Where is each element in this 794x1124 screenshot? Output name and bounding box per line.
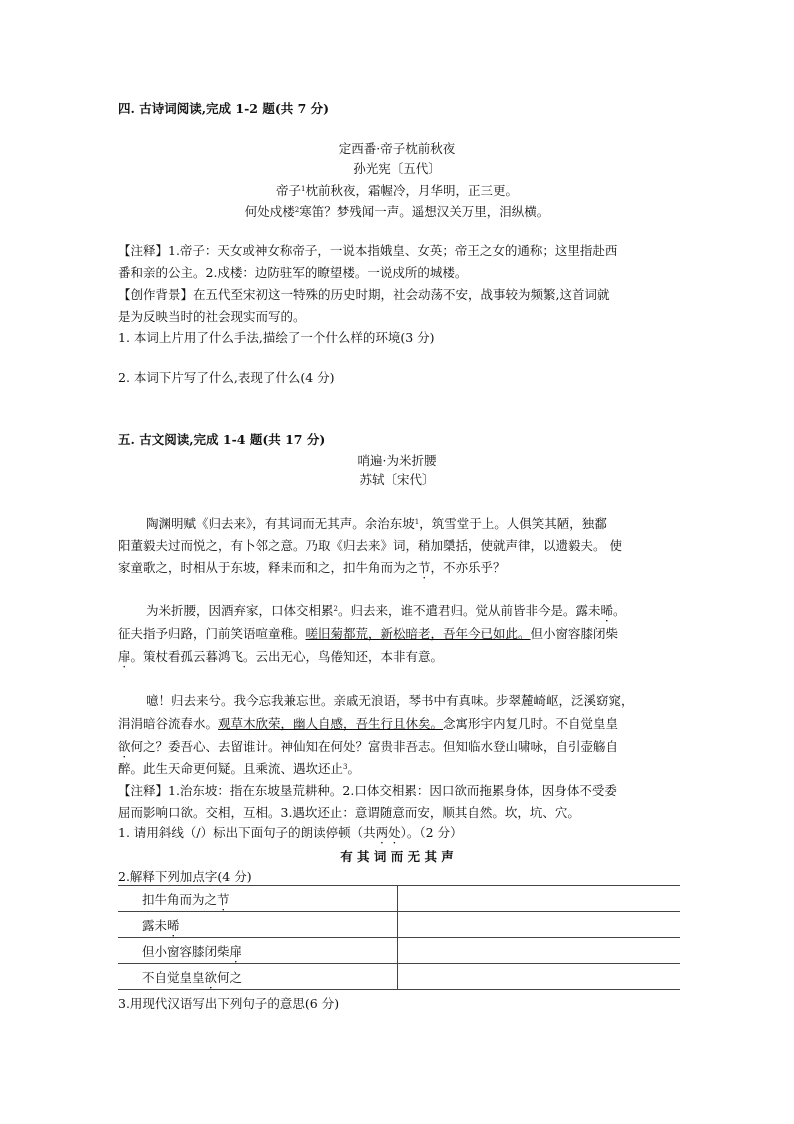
poem-line-2: 何处戍楼$^2$寒笛？梦残闻一声。遥想汉关万里，泪纵横。	[244, 204, 550, 219]
prose-title: 哨遍·为米折腰	[357, 453, 437, 468]
paragraph-1-line-1: 陶渊明赋《归去来》，有其词而无其声。余治东坡$^1$，筑雪堂于上。人俱笑其陋，独鄱	[146, 516, 607, 531]
paragraph-3-line-1: 噫！归去来兮。我今忘我兼忘世。亲戚无浪语，琴书中有真味。步翠麓崎岖，泛溪窈窕，	[146, 693, 634, 708]
word-explanation-table	[118, 885, 680, 990]
paragraph-2-line-3: 扉。策杖看孤云暮鸿飞。云出无心，鸟倦知还，本非有意。	[118, 649, 444, 664]
prose-note-line-2: 屈而影响口欲。交相，互相。3.遇坎还止：意谓随意而安，顺其自然。坎，坑、穴。	[118, 805, 580, 820]
table-row	[118, 886, 680, 912]
table-row	[118, 964, 680, 990]
paragraph-3-line-2: 涓涓暗谷流春水。观草木欣荣，幽人自感，吾生行且休矣。念寓形宇内复几时。不自觉皇皇	[118, 716, 619, 731]
section5-question-1: 1. 请用斜线（/）标出下面句子的朗读停顿（共两处）。（2 分）	[118, 825, 463, 840]
table-row	[118, 912, 680, 938]
pause-sentence: 有 其 词 而 无 其 声	[340, 849, 454, 864]
table-cell-phrase: 但小窗容膝闭柴扉	[118, 938, 398, 964]
table-cell-phrase: 不自觉皇皇欲何之	[118, 964, 398, 990]
section4-question-1: 1. 本词上片用了什么手法,描绘了一个什么样的环境(3 分)	[118, 330, 435, 345]
poem-line-1: 帝子$^1$枕前秋夜，霜幄冷，月华明，正三更。	[276, 183, 518, 198]
background-line-1: 【创作背景】在五代至宋初这一特殊的历史时期，社会动荡不安，战事较为频繁,这首词就	[118, 287, 610, 302]
prose-note-line-1: 【注释】1.治东坡：指在东坡垦荒耕种。2.口体交相累：因口欲而拖累身体，因身体不受委	[118, 783, 617, 798]
answer-cell[interactable]	[398, 938, 681, 964]
answer-cell[interactable]	[398, 912, 681, 938]
paragraph-2-line-1: 为米折腰，因酒弃家，口体交相累$^2$。归去来，谁不遣君归。觉从前皆非今是。露未晞。	[146, 603, 626, 618]
section5-heading: 五. 古文阅读,完成 1-4 题(共 17 分)	[118, 432, 326, 447]
table-cell-phrase: 露未晞	[118, 912, 398, 938]
section4-heading: 四. 古诗词阅读,完成 1-2 题(共 7 分)	[118, 101, 330, 116]
background-line-2: 是为反映当时的社会现实而写的。	[118, 309, 306, 324]
underlined-sentence-1: 嗟旧菊都荒，新松暗老，吾年今已如此。	[305, 626, 531, 641]
paragraph-2-line-2: 征夫指予归路，门前笑语喧童稚。嗟旧菊都荒，新松暗老，吾年今已如此。但小窗容膝闭柴	[118, 626, 619, 641]
paragraph-1-line-3: 家童歌之，时相从于东坡，释耒而和之，扣牛角而为之节，不亦乐乎？	[118, 560, 506, 575]
paragraph-3-line-3: 欲何之？委吾心、去留谁计。神仙知在何处？富贵非吾志。但知临水登山啸咏，自引壶觞自	[118, 739, 619, 754]
section5-question-3: 3.用现代汉语写出下列句子的意思(6 分)	[118, 996, 340, 1011]
prose-author: 苏轼〔宋代〕	[359, 472, 435, 487]
answer-cell[interactable]	[398, 886, 681, 912]
poem-note-line-1: 【注释】1.帝子：天女或神女称帝子，一说本指娥皇、女英；帝王之女的通称；这里指赴西	[118, 243, 618, 258]
answer-cell[interactable]	[398, 964, 681, 990]
paragraph-3-line-4: 醉。此生天命更何疑。且乘流、遇坎还止$^3$。	[118, 761, 360, 776]
table-cell-phrase: 扣牛角而为之节	[118, 886, 398, 912]
section5-question-2: 2.解释下列加点字(4 分)	[118, 869, 252, 884]
section4-question-2: 2. 本词下片写了什么,表现了什么(4 分)	[118, 370, 335, 385]
poem-title: 定西番·帝子枕前秋夜	[338, 141, 456, 156]
poem-author: 孙光宪〔五代〕	[353, 161, 441, 176]
paragraph-1-line-2: 阳董毅夫过而悦之，有卜邻之意。乃取《归去来》词，稍加檃括，使就声律，以遗毅夫。 使	[118, 538, 622, 553]
table-row	[118, 938, 680, 964]
underlined-sentence-2: 观草木欣荣，幽人自感，吾生行且休矣。	[218, 716, 444, 731]
poem-note-line-2: 番和亲的公主。2.戍楼：边防驻军的瞭望楼。一说戍所的城楼。	[118, 265, 468, 280]
